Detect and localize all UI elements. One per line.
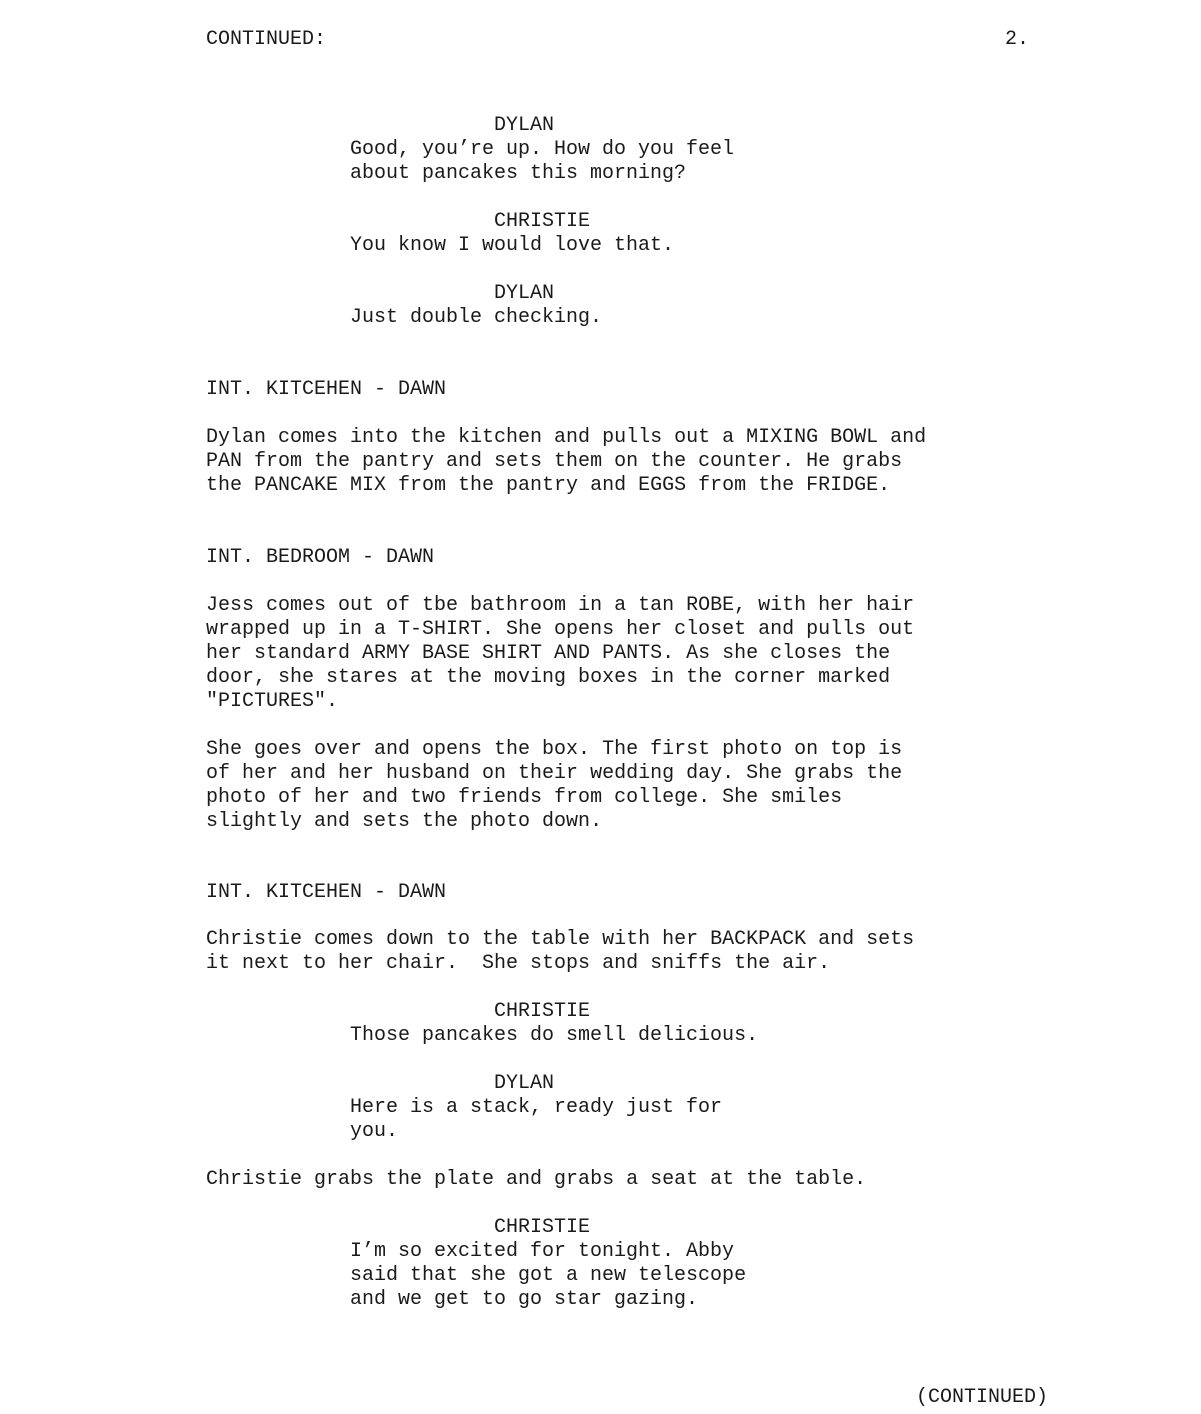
continued-footer: (CONTINUED)	[916, 1386, 1049, 1409]
action-line: door, she stares at the moving boxes in the corner marked	[206, 666, 891, 689]
character-name: DYLAN	[494, 1072, 555, 1095]
dialogue-line: and we get to go star gazing.	[350, 1288, 699, 1311]
action-line: slightly and sets the photo down.	[206, 810, 603, 833]
action-line: Christie comes down to the table with her BACKPACK and sets	[206, 928, 915, 951]
action-line: Dylan comes into the kitchen and pulls out a MIXING BOWL and	[206, 426, 927, 449]
dialogue-line: you.	[350, 1120, 399, 1143]
action-line: her standard ARMY BASE SHIRT AND PANTS. As she closes the	[206, 642, 891, 665]
action-line: it next to her chair. She stops and sniffs the air.	[206, 952, 831, 975]
scene-heading: INT. KITCEHEN - DAWN	[206, 881, 447, 904]
action-line: Christie grabs the plate and grabs a seat at the table.	[206, 1168, 867, 1191]
action-line: the PANCAKE MIX from the pantry and EGGS from the FRIDGE.	[206, 474, 891, 497]
scene-heading: INT. BEDROOM - DAWN	[206, 546, 435, 569]
dialogue-line: You know I would love that.	[350, 234, 675, 257]
page-number: 2.	[1005, 28, 1030, 51]
character-name: CHRISTIE	[494, 1000, 591, 1023]
character-name: CHRISTIE	[494, 210, 591, 233]
scene-heading: INT. KITCEHEN - DAWN	[206, 378, 447, 401]
action-line: She goes over and opens the box. The first photo on top is	[206, 738, 903, 761]
dialogue-line: Just double checking.	[350, 306, 603, 329]
action-line: wrapped up in a T-SHIRT. She opens her closet and pulls out	[206, 618, 915, 641]
character-name: DYLAN	[494, 282, 555, 305]
dialogue-line: I’m so excited for tonight. Abby	[350, 1240, 735, 1263]
dialogue-line: Here is a stack, ready just for	[350, 1096, 723, 1119]
action-line: of her and her husband on their wedding day. She grabs the	[206, 762, 903, 785]
continued-header: CONTINUED:	[206, 28, 327, 51]
dialogue-line: about pancakes this morning?	[350, 162, 687, 185]
action-line: "PICTURES".	[206, 690, 339, 713]
dialogue-line: Those pancakes do smell delicious.	[350, 1024, 759, 1047]
action-line: photo of her and two friends from college. She smiles	[206, 786, 843, 809]
action-line: Jess comes out of tbe bathroom in a tan ROBE, with her hair	[206, 594, 915, 617]
action-line: PAN from the pantry and sets them on the counter. He grabs	[206, 450, 903, 473]
dialogue-line: said that she got a new telescope	[350, 1264, 747, 1287]
dialogue-line: Good, you’re up. How do you feel	[350, 138, 735, 161]
character-name: DYLAN	[494, 114, 555, 137]
character-name: CHRISTIE	[494, 1216, 591, 1239]
